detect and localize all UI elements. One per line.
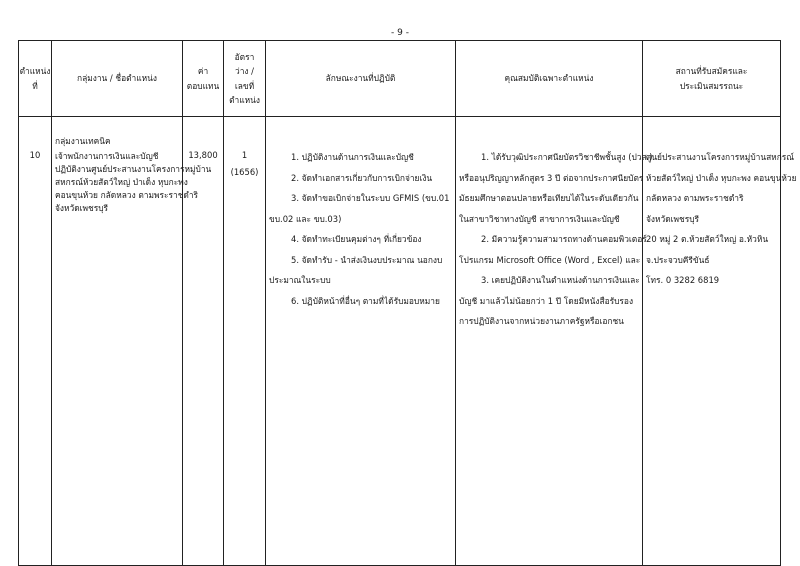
qualification-item: 1. ได้รับวุฒิประกาศนียบัตรวิชาชีพชั้นสูง (ปวส.) (481, 152, 653, 162)
duty-item: 3. จัดทำขอเบิกจ่ายในระบบ GFMIS (ขบ.01 (291, 193, 450, 203)
duty-item: 4. จัดทำทะเบียนคุมต่างๆ ที่เกี่ยวข้อง (291, 234, 422, 244)
duty-item: 2. จัดทำเอกสารเกี่ยวกับการเบิกจ่ายเงิน (291, 172, 433, 183)
header-group-title: กลุ่มงาน / ชื่อตำแหน่ง (52, 41, 183, 117)
header-venue-line: ประเมินสมรรถนะ (679, 80, 744, 91)
header-position-no (19, 41, 52, 117)
page-number: - 9 - (391, 28, 409, 38)
table-row (19, 117, 781, 566)
venue-line: จังหวัดเพชรบุรี (646, 213, 700, 224)
header-pay-line: ตอบแทน (186, 80, 220, 91)
venue-line: ห้วยสัตว์ใหญ่ ป่าเด็ง หุบกะพง คอนขุนห้วย (646, 172, 797, 183)
header-duties: ลักษณะงานที่ปฏิบัติ (266, 41, 456, 117)
duty-item: ประมาณในระบบ (269, 275, 331, 285)
title-line: สหกรณ์ห้วยสัตว์ใหญ่ ป่าเด็ง หุบกะพง (55, 177, 188, 188)
duty-item: 5. จัดทำรับ - นำส่งเงินงบประมาณ นอกงบ (291, 254, 443, 265)
cell-position-no (19, 117, 52, 566)
header-vacancy-line: ตำแหน่ง (229, 94, 260, 105)
header-qualifications: คุณสมบัติเฉพาะตำแหน่ง (456, 41, 643, 117)
venue-line: โทร. 0 3282 6819 (646, 275, 720, 285)
duty-item: 1. ปฏิบัติงานด้านการเงินและบัญชี (291, 152, 414, 162)
venue-line: กลัดหลวง ตามพระราชดำริ (646, 193, 744, 203)
header-vacancy-line: อัตรา (234, 51, 255, 62)
duty-item: ขบ.02 และ ขบ.03) (269, 213, 342, 224)
title-line: เจ้าพนักงานการเงินและบัญชี (55, 151, 159, 162)
header-position-no-line: ที่ (32, 80, 38, 91)
qualification-item: 3. เคยปฏิบัติงานในตำแหน่งด้านการเงินและ (481, 275, 640, 285)
venue-line: จ.ประจวบคีรีขันธ์ (646, 254, 710, 265)
cell-qualifications (456, 117, 653, 566)
header-pay-line: ค่า (197, 66, 209, 77)
header-vacancy-line: ว่าง / (235, 66, 254, 77)
duty-item: 6. ปฏิบัติหน้าที่อื่นๆ ตามที่ได้รับมอบหมาย (291, 295, 440, 306)
position-number: 10 (29, 150, 41, 160)
title-line: คอนขุนห้วย กลัดหลวง ตามพระราชดำริ (55, 190, 199, 201)
cell-pay (183, 117, 224, 566)
title-line: จังหวัดเพชรบุรี (55, 203, 109, 214)
cell-duties (266, 117, 456, 566)
qualification-item: การปฏิบัติงานจากหน่วยงานภาครัฐหรือเอกชน (459, 316, 624, 326)
qualification-item: ในสาขาวิชาทางบัญชี สาขาการเงินและบัญชี (459, 213, 620, 224)
qualification-item: โปรแกรม Microsoft Office (Word , Excel) และ (459, 254, 641, 265)
header-pay (183, 41, 224, 117)
header-venue (643, 41, 781, 117)
qualification-item: 2. มีความรู้ความสามารถทางด้านคอมพิวเตอร์ (481, 234, 647, 244)
qualification-item: มัธยมศึกษาตอนปลายหรือเทียบได้ในระดับเดียวกัน (459, 193, 639, 203)
title-line: ปฏิบัติงานศูนย์ประสานงานโครงการหมู่บ้าน (55, 164, 212, 175)
venue-line: 20 หมู่ 2 ต.ห้วยสัตว์ใหญ่ อ.หัวหิน (646, 234, 769, 244)
venue-line: ศูนย์ประสานงานโครงการหมู่บ้านสหกรณ์ (646, 152, 795, 162)
header-vacancy-line: เลขที่ (234, 80, 255, 91)
group-name: กลุ่มงานเทคนิค (55, 136, 111, 146)
qualification-item: บัญชี มาแล้วไม่น้อยกว่า 1 ปี โดยมีหนังสือรับรอง (459, 295, 634, 306)
position-table (18, 40, 797, 566)
header-vacancy (224, 41, 266, 117)
header-venue-line: สถานที่รับสมัครและ (675, 66, 748, 77)
pay-value: 13,800 (188, 150, 218, 160)
vacancy-count: 1 (241, 150, 248, 160)
cell-venue (643, 117, 797, 566)
vacancy-id: (1656) (230, 167, 259, 178)
cell-vacancy (224, 117, 266, 566)
header-row (19, 41, 781, 117)
header-position-no-line: ตำแหน่ง (19, 66, 51, 77)
qualification-item: หรืออนุปริญญาหลักสูตร 3 ปี ต่อจากประกาศนียบัตร (459, 172, 644, 183)
